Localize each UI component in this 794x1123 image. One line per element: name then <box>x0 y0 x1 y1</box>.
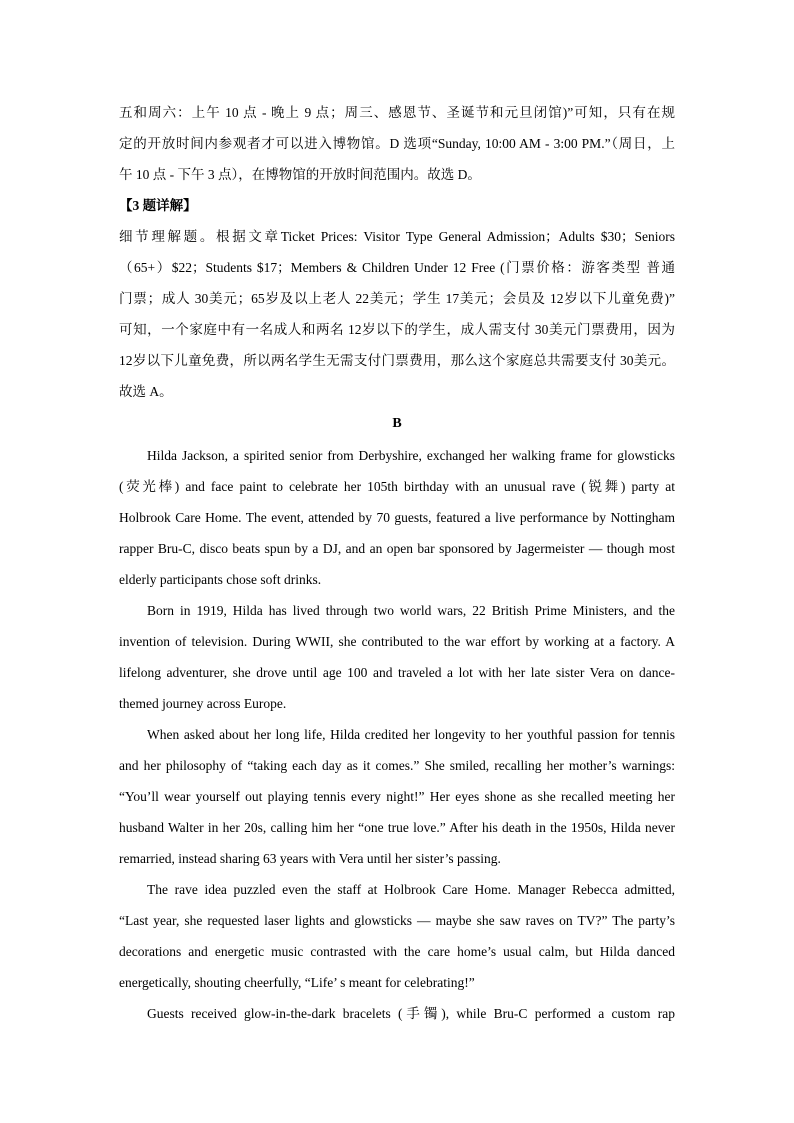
text-line: themed journey across Europe. <box>119 696 287 711</box>
text-line: 午 10 点 - 下午 3 点），在博物馆的开放时间范围内。故选 D。 <box>119 167 481 182</box>
text-line: 门票；成人 30美元；65岁及以上老人 22美元；学生 17美元；会员及 12岁以下儿童免费)” <box>119 291 675 306</box>
paragraph <box>119 998 675 1029</box>
paragraph <box>119 874 675 998</box>
text-line: husband Walter in her 20s, calling him her “one true love.” After his death in the 1950s, Hilda never <box>119 820 675 835</box>
text-line: 12岁以下儿童免费，所以两名学生无需支付门票费用，那么这个家庭总共需要支付 30美元。 <box>119 353 675 368</box>
text-line: （65+）$22；Students $17；Members & Children Under 12 Free (门票价格：游客类型 普通 <box>119 260 675 275</box>
text-line: rapper Bru-C, disco beats spun by a DJ, and an open bar sponsored by Jagermeister — though most <box>119 541 675 556</box>
text-line: 故选 A。 <box>119 384 173 399</box>
text-line: Hilda Jackson, a spirited senior from Derbyshire, exchanged her walking frame for glowsticks <box>147 448 675 463</box>
text-line: When asked about her long life, Hilda credited her longevity to her youthful passion for tennis <box>147 727 675 742</box>
answer-2-continuation <box>119 97 675 190</box>
text-line: Holbrook Care Home. The event, attended by 70 guests, featured a live performance by Nottingham <box>119 510 675 525</box>
text-line: and her philosophy of “taking each day as it comes.” She smiled, recalling her mother’s warnings: <box>119 758 675 773</box>
text-line: The rave idea puzzled even the staff at Holbrook Care Home. Manager Rebecca admitted, <box>147 882 675 897</box>
paragraph <box>119 719 675 874</box>
section-heading: 【3 题详解】 <box>119 198 197 213</box>
passage-heading: B <box>392 416 402 431</box>
text-line: 细节理解题。根据文章Ticket Prices: Visitor Type General Admission；Adults $30；Seniors <box>119 229 675 244</box>
paragraph <box>119 440 675 595</box>
text-line: energetically, shouting cheerfully, “Life’ s meant for celebrating!” <box>119 975 475 990</box>
text-line: decorations and energetic music contrasted with the care home’s usual calm, but Hilda danced <box>119 944 675 959</box>
text-line: 定的开放时间内参观者才可以进入博物馆。D 选项“Sunday, 10:00 AM - 3:00 PM.”（周日，上 <box>119 136 675 151</box>
text-line: remarried, instead sharing 63 years with Vera until her sister’s passing. <box>119 851 501 866</box>
paragraph <box>119 595 675 719</box>
text-line: Born in 1919, Hilda has lived through two world wars, 22 British Prime Ministers, and the <box>147 603 675 618</box>
passage-b <box>119 440 675 1029</box>
text-line: lifelong adventurer, she drove until age 100 and traveled a lot with her late sister Vera on dance- <box>119 665 675 680</box>
text-line: 可知，一个家庭中有一名成人和两名 12岁以下的学生，成人需支付 30美元门票费用，因为 <box>119 322 675 337</box>
text-line: elderly participants chose soft drinks. <box>119 572 322 587</box>
text-line: 五和周六：上午 10 点 - 晚上 9 点；周三、感恩节、圣诞节和元旦闭馆)”可知，只有在规 <box>119 105 675 120</box>
text-line: invention of television. During WWII, she contributed to the war effort by working at a factory. A <box>119 634 675 649</box>
text-line: “Last year, she requested laser lights and glowsticks — maybe she saw raves on TV?” The party’s <box>119 913 675 928</box>
answer-3-explanation <box>119 190 675 407</box>
text-line: (荧光棒) and face paint to celebrate her 105th birthday with an unusual rave (锐舞) party at <box>119 479 675 494</box>
text-line: “You’ll wear yourself out playing tennis every night!” Her eyes shone as she recalled meeting her <box>119 789 675 804</box>
text-line: Guests received glow-in-the-dark bracelets (手镯), while Bru-C performed a custom rap <box>147 1006 675 1021</box>
